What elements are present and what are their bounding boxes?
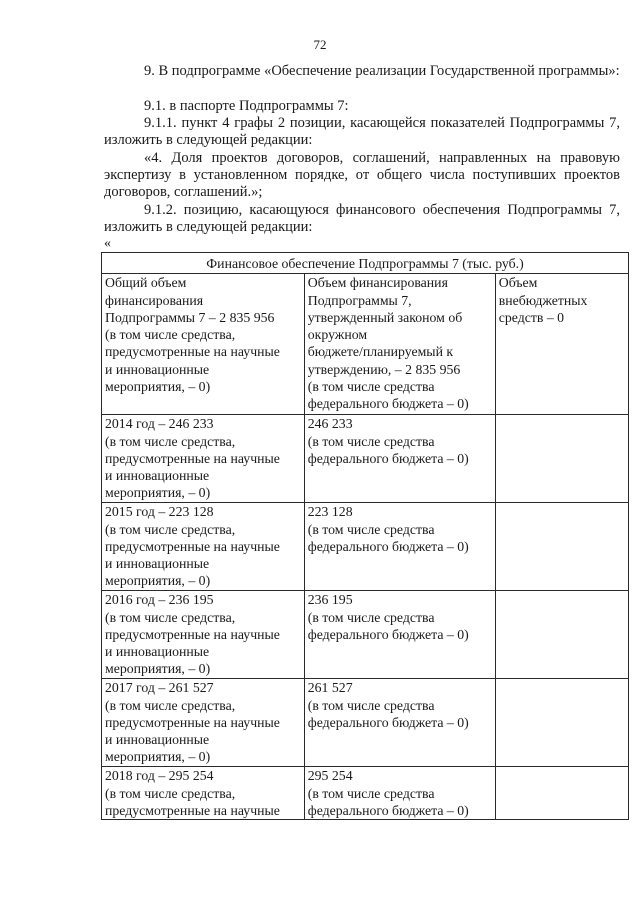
year-total-cell: 2017 год – 261 527 (в том числе средства, предусмотренные на научные и инновационные мероприятия, – 0): [102, 679, 305, 767]
total-financing-cell: Общий объем финансирования Подпрограммы 7 – 2 835 956 (в том числе средства, предусмотренные на научные и инновационные мероприятия, – 0): [102, 274, 305, 415]
paragraph-section-title: 9. В подпрограмме «Обеспечение реализации Государственной программы»:: [144, 63, 620, 79]
opening-quote-mark: «: [104, 236, 111, 251]
table-row: [102, 503, 629, 591]
year-extrabudget-cell: [495, 503, 628, 591]
year-extrabudget-cell: [495, 415, 628, 503]
year-budget-cell: 236 195 (в том числе средства федерального бюджета – 0): [304, 591, 495, 679]
table-caption: Финансовое обеспечение Подпрограммы 7 (тыс. руб.): [102, 253, 629, 274]
year-extrabudget-cell: [495, 591, 628, 679]
year-budget-cell: 223 128 (в том числе средства федерального бюджета – 0): [304, 503, 495, 591]
year-budget-cell: 246 233 (в том числе средства федерального бюджета – 0): [304, 415, 495, 503]
paragraph-passport: 9.1. в паспорте Подпрограммы 7:: [144, 98, 349, 114]
paragraph-quoted-indicator: «4. Доля проектов договоров, соглашений, направленных на правовую экспертизу в установленном порядке, от общего числа поступивших проектов договоров, соглашений.»;: [104, 150, 620, 200]
paragraph-item-912: 9.1.2. позицию, касающуюся финансового обеспечения Подпрограммы 7, изложить в следующей редакции:: [104, 202, 620, 235]
year-extrabudget-cell: [495, 679, 628, 767]
extrabudgetary-cell: Объем внебюджетных средств – 0: [495, 274, 628, 415]
approved-financing-cell: Объем финансирования Подпрограммы 7, утвержденный законом об окружном бюджете/планируемый к утверждению, – 2 835 956 (в том числе средства федерального бюджета – 0): [304, 274, 495, 415]
year-total-cell: 2018 год – 295 254 (в том числе средства, предусмотренные на научные: [102, 767, 305, 820]
table-row: [102, 415, 629, 503]
table-row: [102, 591, 629, 679]
year-total-cell: 2015 год – 223 128 (в том числе средства, предусмотренные на научные и инновационные мероприятия, – 0): [102, 503, 305, 591]
table-header-row: [102, 274, 629, 415]
table-caption-row: [102, 253, 629, 274]
financing-table: [101, 252, 629, 820]
year-total-cell: 2014 год – 246 233 (в том числе средства, предусмотренные на научные и инновационные мероприятия, – 0): [102, 415, 305, 503]
table-row: [102, 679, 629, 767]
paragraph-item-911: 9.1.1. пункт 4 графы 2 позиции, касающейся показателей Подпрограммы 7, изложить в следующей редакции:: [104, 115, 620, 148]
table-row: [102, 767, 629, 820]
year-extrabudget-cell: [495, 767, 628, 820]
year-budget-cell: 261 527 (в том числе средства федерального бюджета – 0): [304, 679, 495, 767]
year-budget-cell: 295 254 (в том числе средства федерального бюджета – 0): [304, 767, 495, 820]
page-number: 72: [313, 37, 327, 52]
year-total-cell: 2016 год – 236 195 (в том числе средства, предусмотренные на научные и инновационные мероприятия, – 0): [102, 591, 305, 679]
